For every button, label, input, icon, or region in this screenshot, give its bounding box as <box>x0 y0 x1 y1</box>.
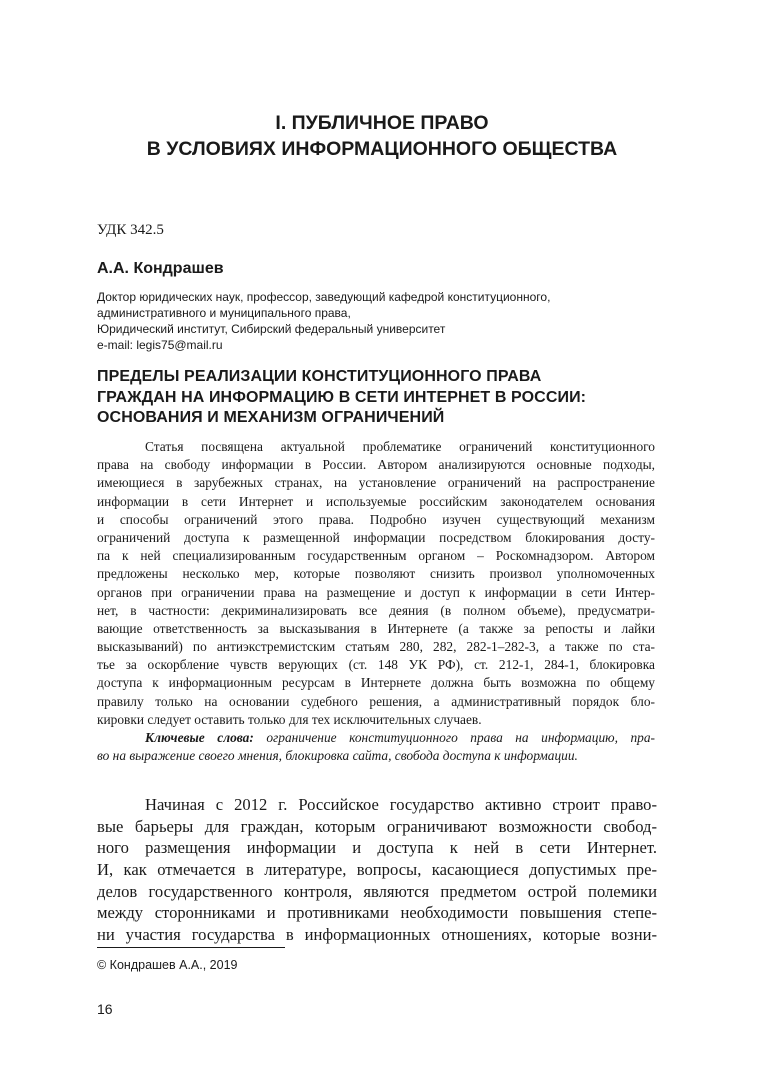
paper-title-line: ГРАЖДАН НА ИНФОРМАЦИЮ В СЕТИ ИНТЕРНЕТ В РОССИИ: <box>97 388 587 406</box>
paper-title <box>97 367 586 429</box>
paper-title-line: ПРЕДЕЛЫ РЕАЛИЗАЦИИ КОНСТИТУЦИОННОГО ПРАВА <box>97 368 542 385</box>
body-line: Начиная с 2012 г. Российское государство активно строит право- <box>145 795 657 814</box>
author-affiliation <box>97 289 550 353</box>
keywords <box>97 729 655 765</box>
abstract-line: доступа к информационным ресурсам в Интернете должна быть возможна по общему <box>97 675 655 691</box>
abstract-line: имеющиеся в зарубежных странах, на установление ограничений на распространение <box>97 475 655 491</box>
abstract-line: права на свободу информации в России. Автором анализируются основные подходы, <box>97 457 655 473</box>
body-line: между сторонниками и противниками необходимости повышения степе- <box>97 903 657 923</box>
body-line: делов государственного контроля, являются предметом острой полемики <box>97 881 657 901</box>
abstract-line: Статья посвящена актуальной проблематике ограничений конституционного <box>145 439 655 454</box>
abstract-line: вающие ответственность за высказывания в Интернете (а также за репосты и лайки <box>97 620 655 636</box>
affiliation-line: Доктор юридических наук, профессор, заведующий кафедрой конституционного, <box>97 290 551 304</box>
affiliation-line: Юридический институт, Сибирский федеральный университет <box>97 322 446 336</box>
udk-code: УДК 342.5 <box>97 222 164 238</box>
author-email: e-mail: legis75@mail.ru <box>97 338 223 352</box>
abstract-line: па к ней специализированным государственным органом – Роскомнадзором. Автором <box>97 548 655 564</box>
footnote-copyright: © Кондрашев А.А., 2019 <box>97 958 238 972</box>
section-title-line-1: I. ПУБЛИЧНОЕ ПРАВО <box>275 112 489 134</box>
abstract-line: органов при ограничении права на размещение и доступ к информации в сети Интер- <box>97 584 655 600</box>
keywords-label: Ключевые слова: <box>145 730 254 745</box>
keywords-line <box>97 729 655 747</box>
body-line: ни участия государства в информационных отношениях, которые возни- <box>97 925 657 945</box>
abstract-line: ограничений доступа к размещенной информации посредством блокирования досту- <box>97 529 655 545</box>
page-number: 16 <box>97 1001 113 1017</box>
affiliation-line: административного и муниципального права, <box>97 306 351 320</box>
abstract-line: правилу только на основании судебного решения, а административный порядок бло- <box>97 693 655 709</box>
paper-title-line: ОСНОВАНИЯ И МЕХАНИЗМ ОГРАНИЧЕНИЙ <box>97 409 445 426</box>
section-title-line-2: В УСЛОВИЯХ ИНФОРМАЦИОННОГО ОБЩЕСТВА <box>146 138 618 160</box>
body-text <box>97 794 657 946</box>
section-title <box>0 110 764 162</box>
abstract-line: высказываний) по антиэкстремистским статьям 280, 282, 282-1–282-3, а также по ста- <box>97 639 655 655</box>
keywords-text: ограничение конституционного права на информацию, пра- <box>266 730 655 745</box>
body-line: ного размещения информации и доступа к ней в сети Интернет. <box>97 838 657 858</box>
abstract-line: и способы ограничений этого права. Подробно изучен существующий механизм <box>97 511 655 527</box>
abstract-line: предложены несколько мер, которые позволяют снизить произвол уполномоченных <box>97 566 655 582</box>
abstract-line: тье за оскорбление чувств верующих (ст. 148 УК РФ), ст. 212-1, 284-1, блокировка <box>97 657 655 673</box>
keywords-line: во на выражение своего мнения, блокировка сайта, свобода доступа к информации. <box>97 748 578 764</box>
abstract-line: кировки следует оставить только для тех исключительных случаев. <box>97 711 482 727</box>
body-line: И, как отмечается в литературе, вопросы, касающиеся допустимых пре- <box>97 860 657 880</box>
footnote-divider <box>97 947 285 948</box>
abstract-line: нет, в частности: декриминализировать все деяния (в полном объеме), предусматри- <box>97 602 655 618</box>
author-name: А.А. Кондрашев <box>97 260 224 277</box>
abstract-line: информации в сети Интернет и используемые российским законодателем основания <box>97 493 655 509</box>
abstract <box>97 438 655 765</box>
body-line: вые барьеры для граждан, которым ограничивают возможности свобод- <box>97 816 657 836</box>
